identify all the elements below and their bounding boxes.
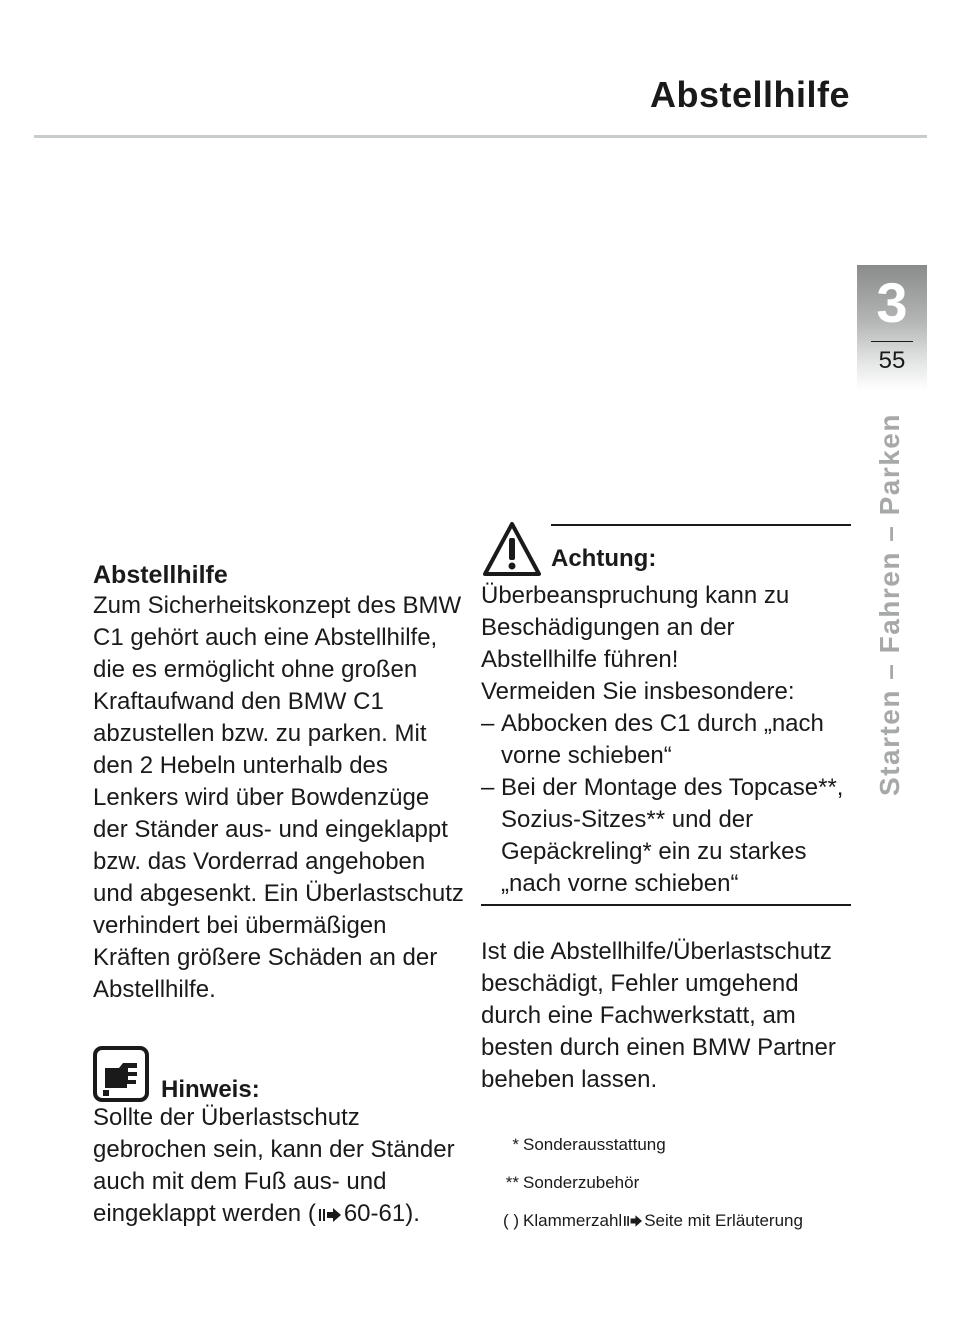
footnote-text: Sonderausstattung bbox=[523, 1134, 666, 1154]
note-text bbox=[93, 1102, 468, 1230]
warning-list bbox=[481, 708, 851, 900]
footnote-text: Sonderzubehör bbox=[523, 1172, 640, 1192]
note-title: Hinweis: bbox=[161, 1076, 260, 1103]
page-reference-arrow-icon bbox=[624, 1215, 642, 1227]
damage-paragraph: Ist die Abstellhilfe/Überlastschutz beschädigt, Fehler umgehend durch eine Fachwerkstatt, am besten durch einen BMW Partner beheben lassen. bbox=[481, 937, 836, 1093]
note-header bbox=[93, 1046, 468, 1102]
note-box bbox=[93, 1046, 468, 1230]
note-text-end: ). bbox=[405, 1200, 420, 1227]
page-reference-arrow-icon bbox=[319, 1208, 341, 1222]
intro-paragraph: Zum Sicherheitskonzept des BMW C1 gehört auch eine Abstellhilfe, die es ermöglicht ohne großen Kraftaufwand den BMW C1 abzustellen bzw. zu parken. Mit den 2 Hebeln unterhalb des Lenkers wird über Bowdenzüge der Ständer aus- und eingeklappt bzw. das Vorderrad angehoben und abgesenkt. Ein Überlastschutz verhindert bei übermäßigen Kräften größere Schäden an der Abstellhilfe. bbox=[93, 592, 464, 1003]
footnote-row bbox=[481, 1202, 851, 1240]
section-heading: Abstellhilfe bbox=[93, 561, 228, 589]
footnote-text-part: Klammerzahl bbox=[523, 1210, 623, 1230]
footnote-row bbox=[481, 1164, 851, 1202]
chapter-tab bbox=[857, 265, 927, 390]
warning-top-rule bbox=[551, 524, 851, 526]
footnote-text bbox=[523, 1202, 803, 1240]
note-hand-icon bbox=[93, 1046, 149, 1102]
warning-line: Vermeiden Sie insbesondere: bbox=[481, 678, 795, 705]
left-column bbox=[93, 560, 468, 1230]
footnote-text-part: Seite mit Erläuterung bbox=[644, 1210, 803, 1230]
warning-line: Überbeanspruchung kann zu Beschädigungen an der Abstellhilfe führen! bbox=[481, 582, 790, 673]
warning-list-item: – Abbocken des C1 durch „nach vorne schieben“ bbox=[481, 708, 851, 772]
right-column bbox=[481, 520, 851, 1240]
footnote-marker: ( ) bbox=[502, 1210, 519, 1230]
warning-bottom-rule bbox=[481, 904, 851, 906]
footnote-row bbox=[481, 1126, 851, 1164]
footnote-marker: * bbox=[512, 1134, 519, 1154]
chapter-number: 3 bbox=[876, 271, 908, 334]
chapter-side-label: Starten – Fahren – Parken bbox=[874, 413, 905, 797]
note-text-start: Sollte der Überlastschutz gebrochen sein, kann der Ständer auch mit dem Fuß aus- und eingeklappt werden ( bbox=[93, 1104, 455, 1227]
footnote-marker: ** bbox=[505, 1172, 519, 1192]
note-page-reference: 60-61 bbox=[343, 1200, 406, 1227]
warning-box bbox=[481, 520, 851, 906]
page-title: Abstellhilfe bbox=[649, 74, 850, 115]
header-divider bbox=[34, 135, 927, 138]
warning-title: Achtung: bbox=[551, 545, 657, 572]
page-number: 55 bbox=[878, 347, 906, 374]
warning-list-item: – Bei der Montage des Topcase**, Sozius-Sitzes** und der Gepäckreling* ein zu starkes „nach vorne schieben“ bbox=[481, 772, 851, 900]
warning-triangle-icon bbox=[481, 520, 543, 578]
footnote-legend bbox=[481, 1126, 851, 1240]
chapter-divider bbox=[871, 341, 913, 342]
